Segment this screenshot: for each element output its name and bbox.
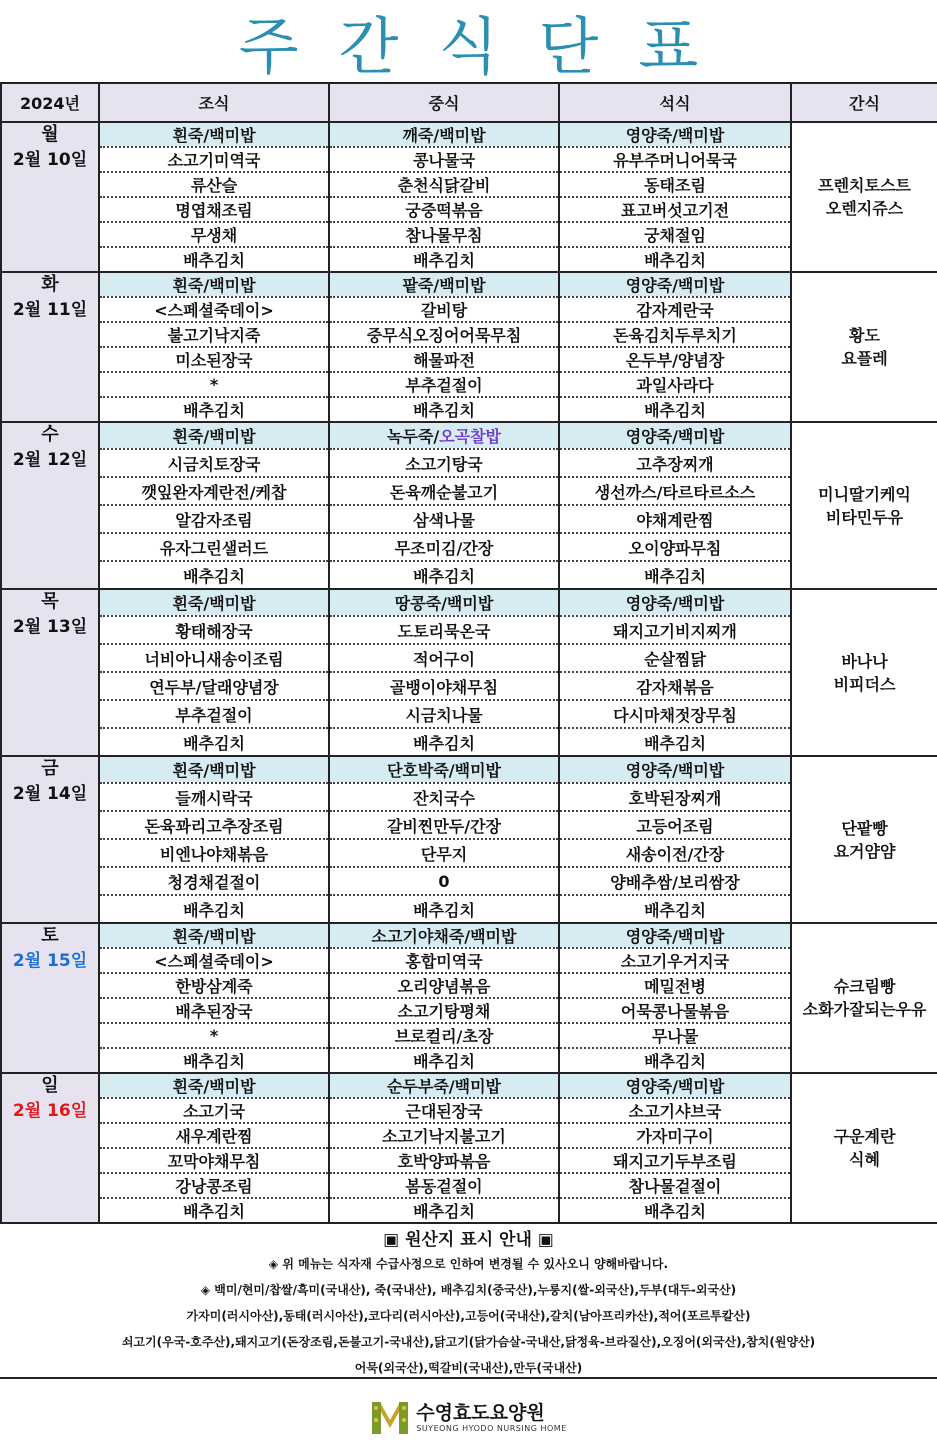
notice-line: 가자미(러시아산),동태(러시아산),코다리(러시아산),고등어(국내산),갈치(남아프리카산),적어(포르투칼산) xyxy=(186,1309,751,1323)
lunch-item: 궁중떡볶음 xyxy=(329,197,559,222)
snack-item: 프렌치토스트 xyxy=(818,176,911,195)
dinner-item: 영양죽/백미밥 xyxy=(559,272,791,297)
dinner-item: 배추김치 xyxy=(559,561,791,589)
breakfast-item: 배추김치 xyxy=(99,397,329,422)
dinner-item: 돼지고기두부조림 xyxy=(559,1148,791,1173)
breakfast-item: 비엔나야채볶음 xyxy=(99,839,329,867)
snack-item: 비타민두유 xyxy=(825,507,904,527)
breakfast-item: 돈육꽈리고추장조림 xyxy=(99,811,329,839)
lunch-item: 호박양파볶음 xyxy=(329,1148,559,1173)
notice-line: ◈ 위 메뉴는 식자재 수급사정으로 인하여 변경될 수 있사오니 양해바랍니다. xyxy=(268,1257,669,1271)
lunch-item: 배추김치 xyxy=(329,561,559,589)
dinner-item: 온두부/양념장 xyxy=(559,347,791,372)
lunch-item: 배추김치 xyxy=(329,728,559,756)
day-date: 2월 16일 xyxy=(12,1101,88,1121)
lunch-item: 춘천식닭갈비 xyxy=(329,172,559,197)
lunch-item: 콩나물국 xyxy=(329,147,559,172)
menu-row xyxy=(1,756,937,783)
dinner-item: 감자채볶음 xyxy=(559,672,791,700)
notice-line: 어묵(외국산),떡갈비(국내산),만두(국내산) xyxy=(354,1361,583,1375)
day-cell xyxy=(1,272,99,422)
lunch-item: 소고기야채죽/백미밥 xyxy=(329,923,559,948)
lunch-item: 배추김치 xyxy=(329,1048,559,1073)
weekly-menu-table xyxy=(0,82,937,1224)
breakfast-item: 불고기낙지죽 xyxy=(99,322,329,347)
snack-item: 황도 xyxy=(849,326,880,345)
dinner-item: 어묵콩나물볶음 xyxy=(559,998,791,1023)
dinner-item: 돼지고기비지찌개 xyxy=(559,616,791,644)
day-cell xyxy=(1,122,99,272)
page-title: 주간식단표 xyxy=(238,9,739,83)
snack-item: 소화가잘되는우유 xyxy=(802,1000,927,1019)
lunch-item: 배추김치 xyxy=(329,247,559,272)
lunch-item: 중무식오징어어묵무침 xyxy=(329,322,559,347)
snack-item: 단팥빵 xyxy=(841,818,888,838)
header-dinner: 석식 xyxy=(559,83,791,122)
dinner-item: 가자미구이 xyxy=(559,1123,791,1148)
dinner-item: 양배추쌈/보리쌈장 xyxy=(559,867,791,895)
dinner-item: 영양죽/백미밥 xyxy=(559,1073,791,1098)
snack-item: 오렌지쥬스 xyxy=(825,199,904,218)
dinner-item: 배추김치 xyxy=(559,397,791,422)
snack-item: 비피더스 xyxy=(833,674,896,694)
day-date: 2월 15일 xyxy=(12,951,88,971)
dinner-item: 과일사라다 xyxy=(559,372,791,397)
lunch-item: 땅콩죽/백미밥 xyxy=(329,589,559,616)
dinner-item: 동태조림 xyxy=(559,172,791,197)
notice-heading: ▣ 원산지 표시 안내 ▣ xyxy=(383,1230,554,1250)
dinner-item: 배추김치 xyxy=(559,728,791,756)
menu-row xyxy=(1,589,937,616)
day-name: 토 xyxy=(41,925,59,946)
nursing-home-name-en: SUYEONG HYODO NURSING HOME xyxy=(416,1424,567,1433)
breakfast-item: 소고기국 xyxy=(99,1098,329,1123)
nursing-home-logo-icon xyxy=(370,1398,410,1438)
day-date: 2월 14일 xyxy=(12,784,88,804)
snack-cell xyxy=(791,122,937,272)
lunch-item: 단무지 xyxy=(329,839,559,867)
breakfast-item: 연두부/달래양념장 xyxy=(99,672,329,700)
lunch-item: 해물파전 xyxy=(329,347,559,372)
breakfast-item: * xyxy=(99,372,329,397)
lunch-item: 참나물무침 xyxy=(329,222,559,247)
page-title-area xyxy=(0,0,937,82)
day-date: 2월 12일 xyxy=(12,450,88,470)
header-breakfast: 조식 xyxy=(99,83,329,122)
dinner-item: 참나물겉절이 xyxy=(559,1173,791,1198)
snack-cell xyxy=(791,272,937,422)
day-cell xyxy=(1,756,99,923)
breakfast-item: 배추김치 xyxy=(99,728,329,756)
breakfast-item: 흰죽/백미밥 xyxy=(99,272,329,297)
dinner-item: 영양죽/백미밥 xyxy=(559,422,791,449)
notice-line: 쇠고기(우국-호주산),돼지고기(돈장조림,돈불고기-국내산),닭고기(닭가슴살-국내산,닭정육-브라질산),오징어(외국산),참치(원양산) xyxy=(121,1335,816,1349)
dinner-item: 배추김치 xyxy=(559,1198,791,1223)
header-lunch: 중식 xyxy=(329,83,559,122)
breakfast-item: <스페셜죽데이> xyxy=(99,948,329,973)
breakfast-item: 소고기미역국 xyxy=(99,147,329,172)
lunch-item: 시금치나물 xyxy=(329,700,559,728)
lunch-item: 배추김치 xyxy=(329,397,559,422)
dinner-item: 표고버섯고기전 xyxy=(559,197,791,222)
menu-row xyxy=(1,272,937,297)
breakfast-item: 배추김치 xyxy=(99,247,329,272)
menu-row xyxy=(1,422,937,449)
breakfast-item: 배추김치 xyxy=(99,1198,329,1223)
lunch-rice: 오곡찰밥 xyxy=(439,427,502,446)
lunch-item: 순두부죽/백미밥 xyxy=(329,1073,559,1098)
footer xyxy=(0,1377,937,1456)
day-name: 화 xyxy=(41,274,59,295)
breakfast-item: 미소된장국 xyxy=(99,347,329,372)
day-name: 금 xyxy=(41,758,59,779)
day-cell xyxy=(1,1073,99,1223)
lunch-item: 삼색나물 xyxy=(329,505,559,533)
lunch-item: 오리양념볶음 xyxy=(329,973,559,998)
day-date: 2월 13일 xyxy=(12,617,88,637)
menu-row xyxy=(1,1073,937,1098)
breakfast-item: 유자그린샐러드 xyxy=(99,533,329,561)
header-snack: 간식 xyxy=(791,83,937,122)
day-name: 수 xyxy=(41,424,59,445)
dinner-item: 순살찜닭 xyxy=(559,644,791,672)
snack-item: 요플레 xyxy=(841,349,888,368)
lunch-porridge: 녹두죽/ xyxy=(386,427,440,446)
dinner-item: 배추김치 xyxy=(559,895,791,923)
lunch-item: 단호박죽/백미밥 xyxy=(329,756,559,783)
breakfast-item: 부추겉절이 xyxy=(99,700,329,728)
breakfast-item: 배추김치 xyxy=(99,1048,329,1073)
lunch-item: 적어구이 xyxy=(329,644,559,672)
dinner-item: 메밀전병 xyxy=(559,973,791,998)
breakfast-item: 청경채겉절이 xyxy=(99,867,329,895)
lunch-item: 브로컬리/초장 xyxy=(329,1023,559,1048)
breakfast-item: 명엽채조림 xyxy=(99,197,329,222)
dinner-item: 야채계란찜 xyxy=(559,505,791,533)
header-year: 2024년 xyxy=(1,83,99,122)
breakfast-item: 깻잎완자계란전/케찹 xyxy=(99,477,329,505)
nursing-home-name: 수영효도요양원 xyxy=(416,1402,545,1424)
dinner-item: 돈육김치두루치기 xyxy=(559,322,791,347)
breakfast-item: 흰죽/백미밥 xyxy=(99,756,329,783)
dinner-item: 생선까스/타르타르소스 xyxy=(559,477,791,505)
lunch-item: 소고기탕국 xyxy=(329,449,559,477)
dinner-item: 유부주머니어묵국 xyxy=(559,147,791,172)
dinner-item: 고등어조림 xyxy=(559,811,791,839)
lunch-item: 골뱅이야채무침 xyxy=(329,672,559,700)
logo-text xyxy=(416,1402,567,1433)
breakfast-item: 너비아니새송이조림 xyxy=(99,644,329,672)
breakfast-item: 알감자조림 xyxy=(99,505,329,533)
dinner-item: 영양죽/백미밥 xyxy=(559,923,791,948)
dinner-item: 무나물 xyxy=(559,1023,791,1048)
breakfast-item: 흰죽/백미밥 xyxy=(99,923,329,948)
lunch-item: 도토리묵온국 xyxy=(329,616,559,644)
breakfast-item: <스페셜죽데이> xyxy=(99,297,329,322)
lunch-item: 홍합미역국 xyxy=(329,948,559,973)
breakfast-item: 시금치토장국 xyxy=(99,449,329,477)
breakfast-item: 새우계란찜 xyxy=(99,1123,329,1148)
lunch-item: 0 xyxy=(329,867,559,895)
snack-item: 바나나 xyxy=(841,651,888,671)
day-cell xyxy=(1,422,99,589)
lunch-item: 소고기낙지불고기 xyxy=(329,1123,559,1148)
snack-item: 슈크림빵 xyxy=(833,977,896,996)
breakfast-item: * xyxy=(99,1023,329,1048)
dinner-item: 다시마채젓장무침 xyxy=(559,700,791,728)
day-name: 일 xyxy=(41,1075,59,1096)
lunch-item: 돈육깨순불고기 xyxy=(329,477,559,505)
menu-row xyxy=(1,923,937,948)
breakfast-item: 흰죽/백미밥 xyxy=(99,422,329,449)
lunch-item: 무조미김/간장 xyxy=(329,533,559,561)
lunch-item: 배추김치 xyxy=(329,1198,559,1223)
breakfast-item: 배추김치 xyxy=(99,895,329,923)
day-name: 목 xyxy=(41,591,59,612)
lunch-item: 봄동겉절이 xyxy=(329,1173,559,1198)
breakfast-item: 꼬막야채무침 xyxy=(99,1148,329,1173)
breakfast-item: 류산슬 xyxy=(99,172,329,197)
snack-cell xyxy=(791,1073,937,1223)
lunch-item: 갈비찐만두/간장 xyxy=(329,811,559,839)
dinner-item: 고추장찌개 xyxy=(559,449,791,477)
dinner-item: 소고기샤브국 xyxy=(559,1098,791,1123)
dinner-item: 영양죽/백미밥 xyxy=(559,589,791,616)
lunch-item: 갈비탕 xyxy=(329,297,559,322)
menu-body xyxy=(1,122,937,1223)
lunch-item: 부추겉절이 xyxy=(329,372,559,397)
day-cell xyxy=(1,923,99,1073)
breakfast-item: 무생채 xyxy=(99,222,329,247)
dinner-item: 소고기우거지국 xyxy=(559,948,791,973)
dinner-item: 궁채절임 xyxy=(559,222,791,247)
dinner-item: 영양죽/백미밥 xyxy=(559,756,791,783)
breakfast-item: 한방삼계죽 xyxy=(99,973,329,998)
snack-cell xyxy=(791,589,937,756)
dinner-item: 새송이전/간장 xyxy=(559,839,791,867)
day-date: 2월 10일 xyxy=(12,150,88,170)
dinner-item: 감자계란국 xyxy=(559,297,791,322)
day-cell xyxy=(1,589,99,756)
menu-row xyxy=(1,122,937,147)
lunch-item: 잔치국수 xyxy=(329,783,559,811)
lunch-item: 깨죽/백미밥 xyxy=(329,122,559,147)
dinner-item: 배추김치 xyxy=(559,247,791,272)
breakfast-item: 들깨시락국 xyxy=(99,783,329,811)
day-date: 2월 11일 xyxy=(12,300,88,320)
snack-cell xyxy=(791,756,937,923)
day-name: 월 xyxy=(41,124,59,145)
snack-item: 식혜 xyxy=(849,1150,880,1169)
breakfast-item: 배추된장국 xyxy=(99,998,329,1023)
breakfast-item: 흰죽/백미밥 xyxy=(99,122,329,147)
breakfast-item: 배추김치 xyxy=(99,561,329,589)
snack-cell xyxy=(791,923,937,1073)
dinner-item: 오이양파무침 xyxy=(559,533,791,561)
table-header-row xyxy=(1,83,937,122)
lunch-item: 소고기탕평채 xyxy=(329,998,559,1023)
breakfast-item: 흰죽/백미밥 xyxy=(99,589,329,616)
dinner-item: 호박된장찌개 xyxy=(559,783,791,811)
breakfast-item: 흰죽/백미밥 xyxy=(99,1073,329,1098)
breakfast-item: 강낭콩조림 xyxy=(99,1173,329,1198)
notice-line: ◈ 백미/현미/찹쌀/흑미(국내산), 죽(국내산), 배추김치(중국산),누룽지(쌀-외국산),두부(대두-외국산) xyxy=(200,1283,737,1297)
lunch-item: 근대된장국 xyxy=(329,1098,559,1123)
breakfast-item: 황태해장국 xyxy=(99,616,329,644)
snack-item: 구운계란 xyxy=(833,1127,896,1146)
snack-item: 미니딸기케익 xyxy=(818,484,911,504)
lunch-item xyxy=(329,422,559,449)
dinner-item: 영양죽/백미밥 xyxy=(559,122,791,147)
lunch-item: 팥죽/백미밥 xyxy=(329,272,559,297)
lunch-item: 배추김치 xyxy=(329,895,559,923)
dinner-item: 배추김치 xyxy=(559,1048,791,1073)
snack-cell xyxy=(791,422,937,589)
origin-notice xyxy=(0,1219,937,1377)
snack-item: 요거얌얌 xyxy=(833,841,896,861)
